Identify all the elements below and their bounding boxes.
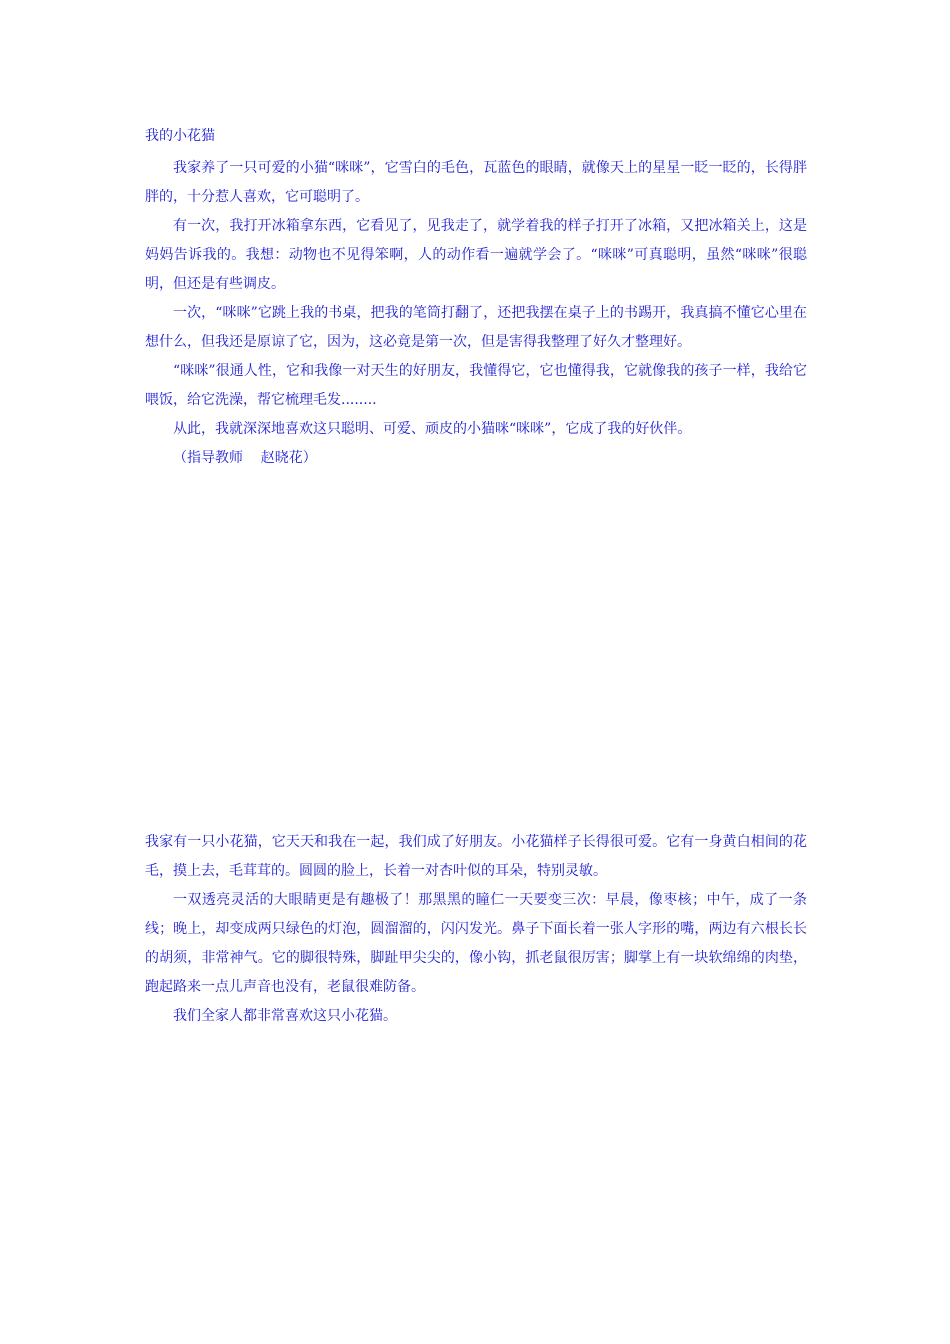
essay-paragraph: 我们全家人都非常喜欢这只小花猫。 bbox=[173, 1008, 397, 1024]
essay-paragraph: 一次，“咪咪”它跳上我的书桌，把我的笔筒打翻了，还把我摆在桌子上的书踢开，我真搞不懂它心里在想什么，但我还是原谅了它，因为，这必竟是第一次，但是害得我整理了好久才整理好。 bbox=[145, 305, 807, 350]
essay-paragraph: 有一次，我打开冰箱拿东西，它看见了，见我走了，就学着我的样子打开了冰箱，又把冰箱关上，这是妈妈告诉我的。我想：动物也不见得笨啊，人的动作看一遍就学会了。“咪咪”可真聪明，虽然“咪咪”很聪明，但还是有些调皮。 bbox=[145, 218, 807, 292]
essay-my-little-cat bbox=[145, 126, 807, 473]
essay-title: 我的小花猫 bbox=[145, 128, 215, 144]
essay-paragraph: 我家有一只小花猫，它天天和我在一起，我们成了好朋友。小花猫样子长得很可爱。它有一身黄白相间的花毛，摸上去，毛茸茸的。圆圆的脸上，长着一对杏叶似的耳朵，特别灵敏。 bbox=[145, 834, 807, 879]
essay-second bbox=[145, 828, 807, 1031]
essay-paragraph: 一双透亮灵活的大眼睛更是有趣极了！那黑黑的瞳仁一天要变三次：早晨，像枣核；中午，成了一条线；晚上，却变成两只绿色的灯泡，圆溜溜的，闪闪发光。鼻子下面长着一张人字形的嘴，两边有六根长长的胡须，非常神气。它的脚很特殊，脚趾甲尖尖的，像小钩，抓老鼠很厉害；脚掌上有一块软绵绵的肉垫，跑起路来一点儿声音也没有，老鼠很难防备。 bbox=[145, 892, 807, 995]
essay-paragraph: 我家养了一只可爱的小猫“咪咪”，它雪白的毛色，瓦蓝色的眼睛，就像天上的星星一眨一眨的，长得胖胖的，十分惹人喜欢，它可聪明了。 bbox=[145, 160, 807, 205]
essay-paragraph: “咪咪”很通人性，它和我像一对天生的好朋友，我懂得它，它也懂得我，它就像我的孩子一样，我给它喂饭，给它洗澡，帮它梳理毛发........ bbox=[145, 363, 807, 408]
essay-paragraph: 从此，我就深深地喜欢这只聪明、可爱、顽皮的小猫咪“咪咪”，它成了我的好伙伴。 bbox=[173, 421, 692, 437]
teacher-signature: （指导教师 赵晓花） bbox=[173, 450, 317, 466]
